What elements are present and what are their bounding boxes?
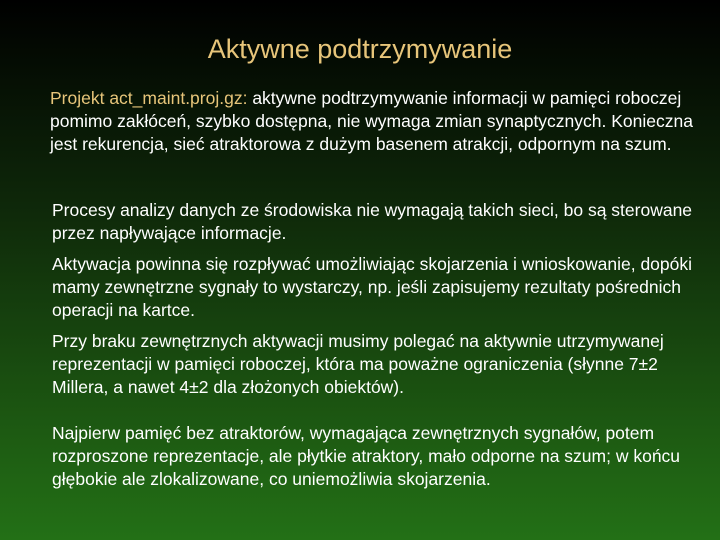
- external-activation-paragraph: Przy braku zewnętrznych aktywacji musimy polegać na aktywnie utrzymywanej reprezentacji w pamięci roboczej, która ma poważne ograniczenia (słynne 7±2 Millera, a nawet 4±2 dla złożonych obiektów).: [52, 331, 664, 397]
- intro-paragraph: [50, 87, 700, 156]
- activation-paragraph: Aktywacja powinna się rozpływać umożliwiając skojarzenia i wnioskowanie, dopóki mamy zewnętrzne sygnały to wystarczy, np. jeśli zapisujemy rezultaty pośrednich operacji na kartce.: [52, 254, 693, 320]
- intro-text: aktywne podtrzymywanie informacji w pamięci roboczej pomimo zakłóceń, szybko dostępna, nie wymaga zmian synaptycznych. Konieczna jest rekurencja, sieć atraktorowa z dużym basenem atrakcji, odpornym na szum.: [50, 88, 693, 154]
- processes-paragraph: Procesy analizy danych ze środowiska nie wymagają takich sieci, bo są sterowane przez napływające informacje.: [52, 200, 693, 243]
- memory-sequence-paragraph: Najpierw pamięć bez atraktorów, wymagająca zewnętrznych sygnałów, potem rozproszone reprezentacje, ale płytkie atraktory, mało odporne na szum; w końcu głębokie ale zlokalizowane, co uniemożliwia skojarzenia.: [52, 423, 681, 489]
- project-file-label: Projekt act_maint.proj.gz:: [50, 88, 248, 108]
- slide-title: Aktywne podtrzymywanie: [207, 34, 513, 64]
